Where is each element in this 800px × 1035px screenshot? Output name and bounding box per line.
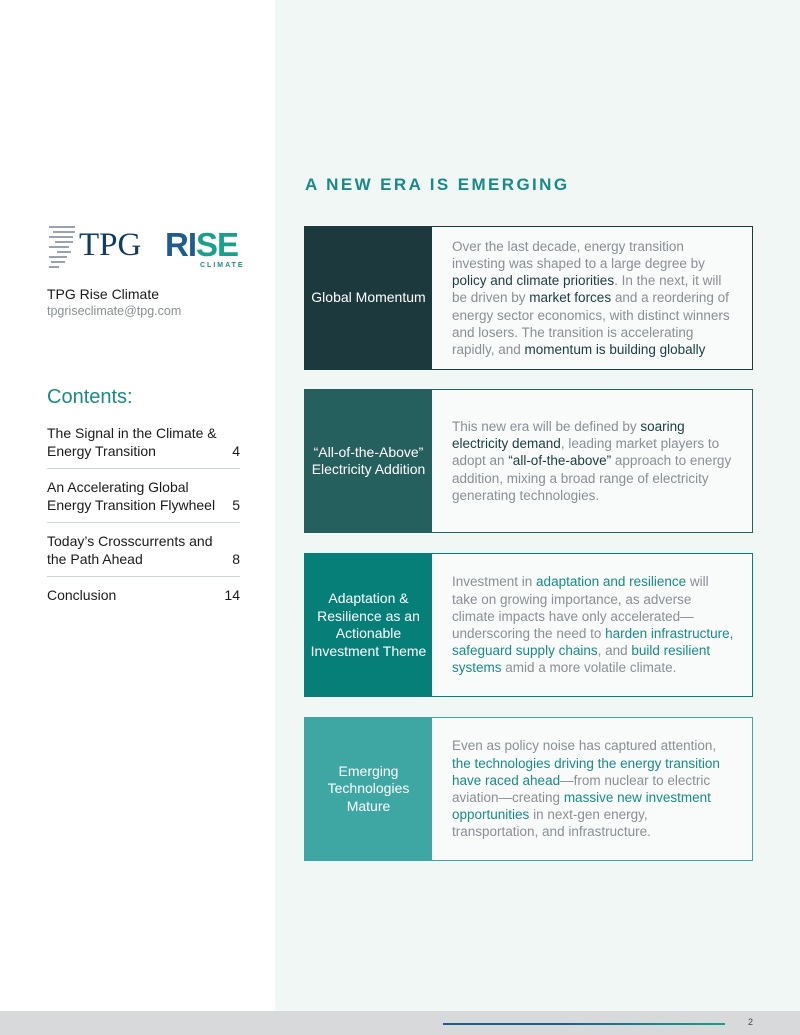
logo-tpg-text: TPG	[79, 227, 142, 263]
card-body-text: —from nuclear to electric aviation—creating	[452, 772, 711, 805]
logo-rise-text: RISE	[165, 226, 239, 263]
page-number: 2	[748, 1017, 754, 1027]
toc-item-title: An Accelerating Global Energy Transition Flywheel	[47, 479, 216, 513]
card-body	[432, 554, 752, 696]
tpg-logo-mark-icon	[47, 224, 77, 270]
theme-card-emerging-technologies	[304, 717, 753, 861]
card-body-text: Investment in	[452, 574, 537, 590]
theme-card-adaptation-resilience	[304, 553, 753, 697]
card-body-text: Even as policy noise has captured attention,	[452, 738, 717, 754]
toc-item-title: Conclusion	[47, 587, 117, 603]
card-body-text: will take on growing importance, as adverse climate impacts have only accelerated—underscoring the need to	[452, 574, 709, 641]
card-body-text: amid a more volatile climate.	[501, 660, 677, 676]
toc-item-title: The Signal in the Climate & Energy Transition	[47, 425, 217, 459]
card-label: Adaptation & Resilience as an Actionable Investment Theme	[305, 554, 432, 696]
footer-accent-line	[443, 1023, 725, 1025]
card-body-highlight: harden infrastructure, safeguard supply chains	[452, 626, 734, 659]
theme-card-all-of-the-above	[304, 389, 753, 533]
card-body-highlight: massive new investment opportunities	[452, 790, 711, 823]
card-body-highlight: momentum is building globally	[524, 342, 706, 357]
toc-item-page: 4	[232, 442, 240, 459]
card-body-highlight: policy and climate priorities	[452, 273, 615, 289]
table-of-contents	[47, 425, 240, 623]
logo-climate-text: CLIMATE	[200, 262, 245, 269]
toc-item[interactable]	[47, 587, 240, 613]
toc-item-page: 8	[232, 550, 240, 567]
card-body-highlight: market forces	[529, 290, 612, 306]
card-body-text: in next-gen energy, transportation, and infrastructure.	[452, 807, 651, 840]
card-body-text: , and	[597, 643, 632, 659]
contents-title: Contents:	[47, 386, 133, 408]
card-body-highlight: soaring electricity demand	[452, 418, 685, 452]
toc-item-page: 14	[224, 587, 240, 603]
toc-item[interactable]	[47, 533, 240, 577]
card-body-text: , leading market players to adopt an	[452, 436, 720, 469]
toc-item[interactable]	[47, 425, 240, 469]
card-body-highlight: build resilient systems	[452, 643, 711, 676]
section-heading: A NEW ERA IS EMERGING	[305, 175, 570, 194]
company-email[interactable]: tpgriseclimate@tpg.com	[47, 304, 182, 318]
card-body	[432, 390, 752, 532]
card-body-highlight: “all-of-the-above”	[508, 453, 612, 469]
toc-item[interactable]	[47, 479, 240, 523]
card-body-highlight: adaptation and resilience	[536, 574, 687, 590]
card-body-text: . In the next, it will be driven by	[452, 273, 722, 306]
card-body-highlight: the technologies driving the energy transition have raced ahead	[452, 755, 720, 788]
card-body-text: This new era will be defined by	[452, 418, 641, 434]
card-label: Emerging Technologies Mature	[305, 718, 432, 860]
theme-card-global-momentum	[304, 226, 753, 370]
card-body	[432, 227, 752, 369]
card-body-text: Over the last decade, energy transition investing was shaped to a large degree by	[452, 238, 705, 271]
toc-item-title: Today’s Crosscurrents and the Path Ahead	[47, 533, 213, 567]
card-body-text: and a reordering of energy sector economics, with distinct winners and losers. The transition is accelerating rapidly, and	[452, 290, 730, 357]
company-name: TPG Rise Climate	[47, 286, 160, 302]
toc-item-page: 5	[232, 496, 240, 513]
card-label: “All-of-the-Above” Electricity Addition	[305, 390, 432, 532]
card-body	[432, 718, 752, 860]
card-body-text: approach to energy addition, mixing a broad range of electricity generating technologies.	[452, 453, 732, 503]
tpg-rise-climate-logo	[47, 224, 247, 272]
card-label: Global Momentum	[305, 227, 432, 369]
